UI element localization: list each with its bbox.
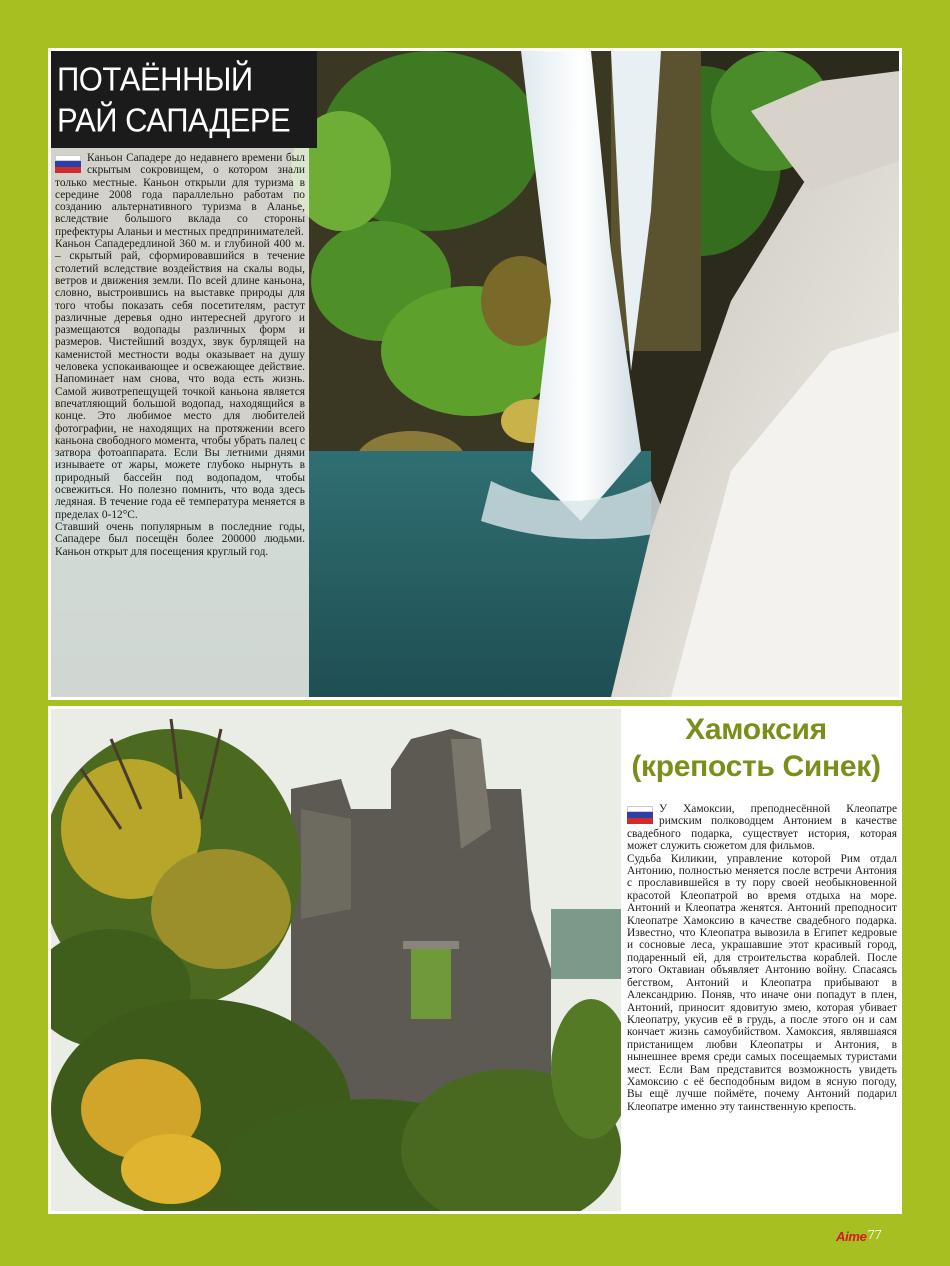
hamaxia-title-line: Хамоксия: [685, 713, 827, 746]
fortress-photo: [51, 709, 621, 1211]
hamaxia-paragraph: У Хамоксии, преподнесённой Клеопатре римским полководцем Антонием в качестве свадебного подарка, существует история, которая может служить сюжетом для фильмов.: [627, 803, 897, 853]
hamaxia-paragraph: Судьба Киликии, управление которой Рим отдал Антонию, полностью меняется после встречи Антония с прославившейся в ту пору своей необыкновенной красотой Клеопатрой во время отдыха на море. Антоний и Клеопатра женятся. Антоний преподносит Клеопатре Хамоксию в качестве свадебного подарка. Известно, что Клеопатра вывозила в Египет кедровые и сосновые леса, украшавшие этот красивый город, подаренный ей, для строительства кораблей. После этого Октавиан объявляет Антонию войну. Спасаясь бегством, Антоний и Клеопатра прибывают в Александрию. Поняв, что иначе они попадут в плен, Антоний, приносит ядовитую змею, которая убивает Клеопатру, укусив её в грудь, а после этого он и сам кончает жизнь самоубийством. Хамоксия, являвшаяся пристанищем любви Клеопатры и Антония, в нынешнее время среди самых посещаемых туристами мест. Если Вам представится возможность увидеть Хамоксию с её бесподобным видом в ясную погоду, Вы ещё лучше поймёте, почему Антоний подарил Клеопатре именно эту таинственную крепость.: [627, 852, 897, 1113]
sapadere-paragraph: Каньон Сападередлиной 360 м. и глубиной 400 м. – скрытый рай, сформировавшийся в течение столетий вследствие воздействия на скалы воды, ветров и движения земли. По всей длине каньона, словно, выстроившись на выставке природы для того чтобы показать себя посетителям, растут различные деревья одно интересней другого и размещаются водопады различных форм и размеров. Чистейший воздух, звук бурлящей на каменистой местности воды оказывает на душу человека успокаивающее и освежающее действие. Напоминает нам снова, что вода есть жизнь. Самой животрепещущей точкой каньона является впечатляющий большой водопад, находящийся в конце. Это любимое место для любителей фотографии, не находящих на протяжении всего каньона свободного момента, чтобы убрать палец с затвора фотоаппарата. Если Вы летними днями изнываете от жары, можете глубоко нырнуть в природный бассейн под водопадом, чтобы освежиться. Но полезно помнить, что вода здесь ледяная. В течение года её температура меняется в пределах 0-12°С.: [55, 238, 305, 521]
page-footer: [836, 1224, 882, 1244]
hamaxia-title-line: (крепость Синек): [631, 750, 881, 783]
hamaxia-title: [611, 711, 901, 785]
sapadere-title: ПОТАЁННЫЙ РАЙ САПАДЕРЕ: [57, 60, 291, 139]
page-number: 77: [867, 1228, 882, 1243]
sapadere-paragraph: Ставший очень популярным в последние годы, Сападере был посещён более 200000 людьми. Каньон открыт для посещения круглый год.: [55, 520, 305, 558]
russian-flag-icon: [627, 806, 653, 824]
sapadere-paragraph: Каньон Сападере до недавнего времени был скрытым сокровищем, о котором знали только местные. Каньон открыли для туризма в середине 2008 года параллельно работам по созданию альтернативного туризма в Аланье, вследствие большого вклада со стороны префектуры Аланьи и местных предпринимателей.: [55, 152, 305, 238]
hamaxia-article: [48, 706, 902, 1214]
sapadere-article: [48, 48, 902, 700]
sapadere-title-box: [51, 51, 317, 148]
magazine-logo: Aime: [836, 1229, 867, 1244]
hamaxia-text: [627, 803, 897, 1213]
russian-flag-icon: [55, 155, 81, 173]
sapadere-text: [51, 148, 309, 700]
